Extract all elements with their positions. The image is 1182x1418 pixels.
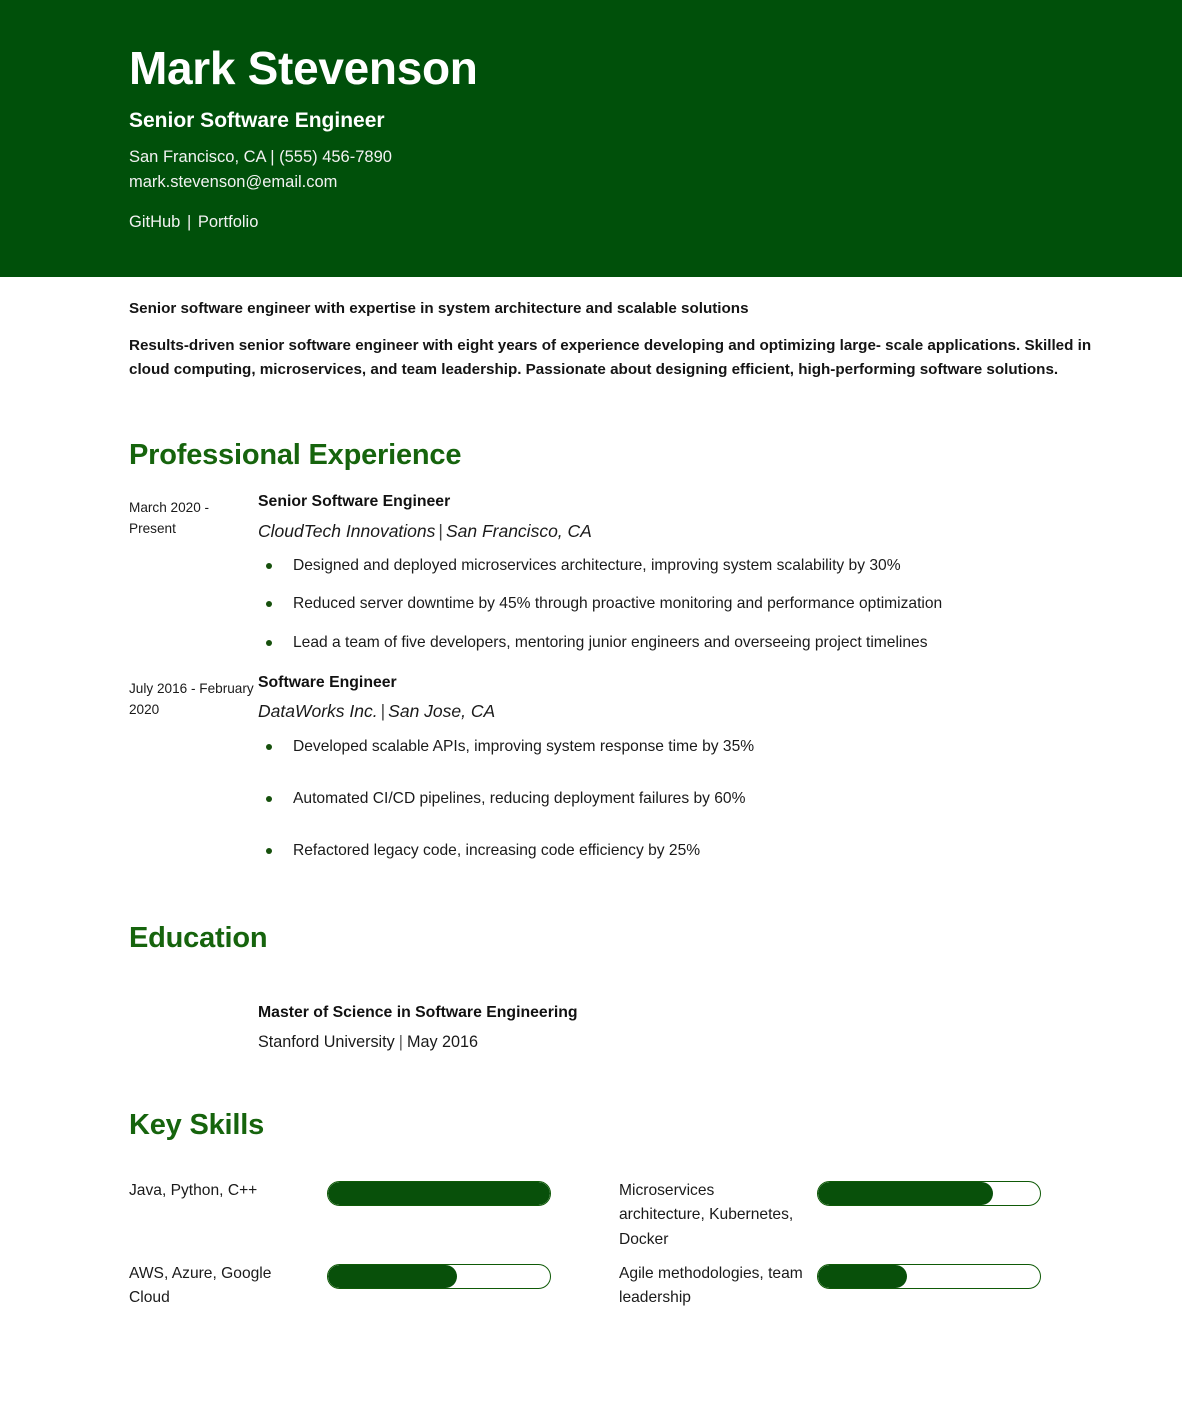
skill-level-fill xyxy=(818,1182,993,1205)
github-link[interactable]: GitHub xyxy=(129,213,181,232)
skill-item xyxy=(619,1252,1120,1331)
experience-company: DataWorks Inc. xyxy=(258,701,378,722)
education-date: May 2016 xyxy=(406,1033,479,1052)
skills-section-title: Key Skills xyxy=(129,1109,265,1142)
experience-bullet: Developed scalable APIs, improving system response time by 35% xyxy=(258,735,1120,759)
experience-dates: March 2020 - Present xyxy=(129,500,210,537)
summary-section xyxy=(0,277,1182,383)
experience-company-location xyxy=(258,520,1120,543)
education-section xyxy=(0,922,1182,1054)
header-content xyxy=(129,44,1142,232)
experience-location: San Jose, CA xyxy=(388,701,496,722)
education-left-spacer xyxy=(129,1003,258,1054)
link-separator: | xyxy=(186,213,192,232)
experience-company-location xyxy=(258,700,1120,723)
skill-label: Agile methodologies, team leadership xyxy=(619,1265,803,1307)
header-band xyxy=(0,0,1182,277)
experience-dates: July 2016 - February 2020 xyxy=(129,680,254,717)
skill-level-bar xyxy=(327,1181,551,1206)
skill-level-fill xyxy=(328,1182,550,1205)
skills-section xyxy=(0,1109,1182,1331)
experience-entry xyxy=(129,673,1120,892)
skill-label: Microservices architecture, Kubernetes, Docker xyxy=(619,1182,794,1248)
experience-details xyxy=(258,673,1120,892)
experience-bullet: Lead a team of five developers, mentoring junior engineers and overseeing project timelines xyxy=(258,631,1120,655)
experience-section xyxy=(0,439,1182,892)
school-date-separator: | xyxy=(398,1033,403,1052)
education-details xyxy=(258,1003,578,1054)
candidate-name: Mark Stevenson xyxy=(129,42,478,94)
skill-item xyxy=(129,1252,619,1331)
skill-level-fill xyxy=(328,1265,457,1288)
experience-bullet: Designed and deployed microservices architecture, improving system scalability by 30% xyxy=(258,554,1120,578)
skill-label: Java, Python, C++ xyxy=(129,1182,258,1200)
education-section-title: Education xyxy=(129,921,268,954)
skill-level-fill xyxy=(818,1265,907,1288)
portfolio-link[interactable]: Portfolio xyxy=(197,213,259,232)
resume-body xyxy=(0,277,1182,1418)
profile-links xyxy=(129,213,1142,232)
experience-company: CloudTech Innovations xyxy=(258,520,436,541)
skill-level-bar xyxy=(327,1264,551,1289)
experience-location: San Francisco, CA xyxy=(445,520,592,541)
bottom-spacer xyxy=(0,1331,1182,1418)
contact-email[interactable]: mark.stevenson@email.com xyxy=(129,172,338,191)
experience-bullet: Refactored legacy code, increasing code efficiency by 25% xyxy=(258,839,1120,863)
experience-bullet-list xyxy=(258,735,1120,863)
contact-location-phone: San Francisco, CA | (555) 456-7890 xyxy=(129,147,392,166)
education-school-date xyxy=(258,1032,578,1053)
experience-section-title: Professional Experience xyxy=(129,439,462,472)
education-entry xyxy=(129,1003,1120,1054)
experience-bullet-list xyxy=(258,554,1120,654)
experience-bullet: Reduced server downtime by 45% through proactive monitoring and performance optimization xyxy=(258,592,1120,616)
skill-level-bar xyxy=(817,1264,1041,1289)
experience-entry xyxy=(129,492,1120,669)
skill-item xyxy=(619,1169,1120,1252)
skill-level-bar xyxy=(817,1181,1041,1206)
skill-item xyxy=(129,1169,619,1252)
summary-headline: Senior software engineer with expertise in system architecture and scalable solutions xyxy=(129,300,749,317)
skill-label: AWS, Azure, Google Cloud xyxy=(129,1265,272,1307)
education-degree: Master of Science in Software Engineering xyxy=(258,1003,578,1021)
candidate-job-title: Senior Software Engineer xyxy=(129,108,385,132)
education-school: Stanford University xyxy=(258,1033,395,1052)
skills-grid xyxy=(129,1169,1120,1331)
experience-bullet: Automated CI/CD pipelines, reducing deployment failures by 60% xyxy=(258,787,1120,811)
company-location-separator: | xyxy=(380,701,386,722)
summary-paragraph: Results-driven senior software engineer with eight years of experience developing and optimizing large- scale applications. Skilled in cloud computing, microservices, and team leadership. Passionate about designing efficient, high-performing software solutions. xyxy=(129,336,1092,379)
experience-role: Senior Software Engineer xyxy=(258,493,451,511)
company-location-separator: | xyxy=(438,520,443,541)
experience-role: Software Engineer xyxy=(258,673,397,691)
experience-details xyxy=(258,492,1120,669)
